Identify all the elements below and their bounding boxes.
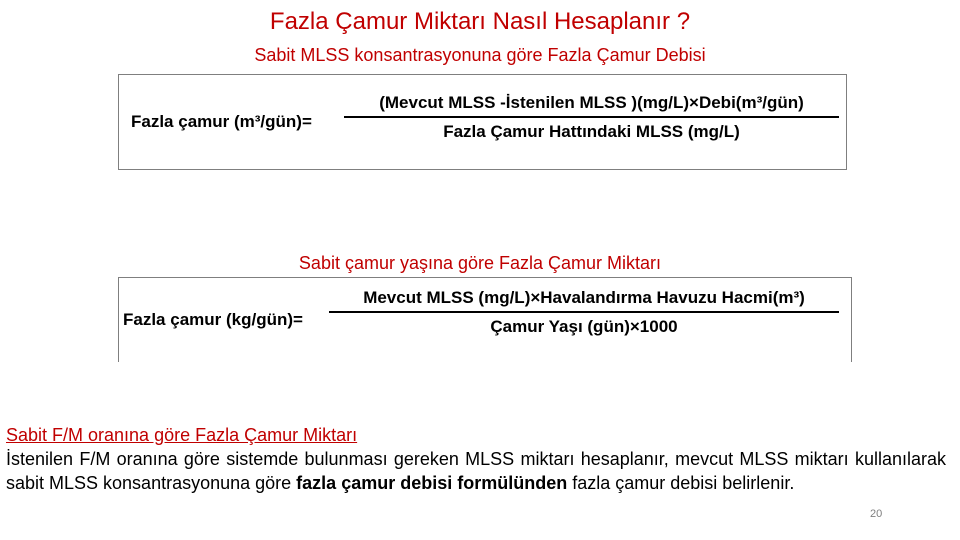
section3-body-part1: İstenilen F/M oranına göre sistemde bulunması gereken MLSS miktarı hesaplanır, mevcut MLSS miktarı kullanılarak sabit MLSS konsantrasyonuna göre (6, 449, 946, 493)
formula1-fraction-bar (344, 116, 839, 118)
formula2-fraction-bar (329, 311, 839, 313)
formula1-lhs: Fazla çamur (m³/gün)= (131, 112, 312, 131)
section3-body-bold: fazla çamur debisi formülünden (296, 473, 568, 493)
formula1-numerator: (Mevcut MLSS -İstenilen MLSS )(mg/L)×Debi(m³/gün) (379, 93, 804, 112)
formula1-denominator: Fazla Çamur Hattındaki MLSS (mg/L) (443, 122, 740, 141)
section3-title: Sabit F/M oranına göre Fazla Çamur Miktarı (6, 425, 358, 445)
formula-box-1 (118, 74, 847, 170)
formula2-fraction (329, 288, 839, 337)
formula-box-2 (118, 277, 852, 362)
page-number: 20 (870, 508, 883, 520)
section3-body-part2: fazla çamur debisi belirlenir. (567, 473, 795, 493)
section3-paragraph (6, 423, 946, 495)
section1-title: Sabit MLSS konsantrasyonuna göre Fazla Çamur Debisi (254, 45, 706, 65)
formula2-lhs: Fazla çamur (kg/gün)= (123, 310, 303, 329)
section3-body (6, 447, 946, 495)
formula2-denominator: Çamur Yaşı (gün)×1000 (490, 317, 678, 336)
formula1-fraction (344, 93, 839, 142)
section2-title: Sabit çamur yaşına göre Fazla Çamur Miktarı (298, 253, 662, 273)
formula2-numerator: Mevcut MLSS (mg/L)×Havalandırma Havuzu Hacmi(m³) (363, 288, 805, 307)
slide-title: Fazla Çamur Miktarı Nasıl Hesaplanır ? (269, 8, 691, 35)
